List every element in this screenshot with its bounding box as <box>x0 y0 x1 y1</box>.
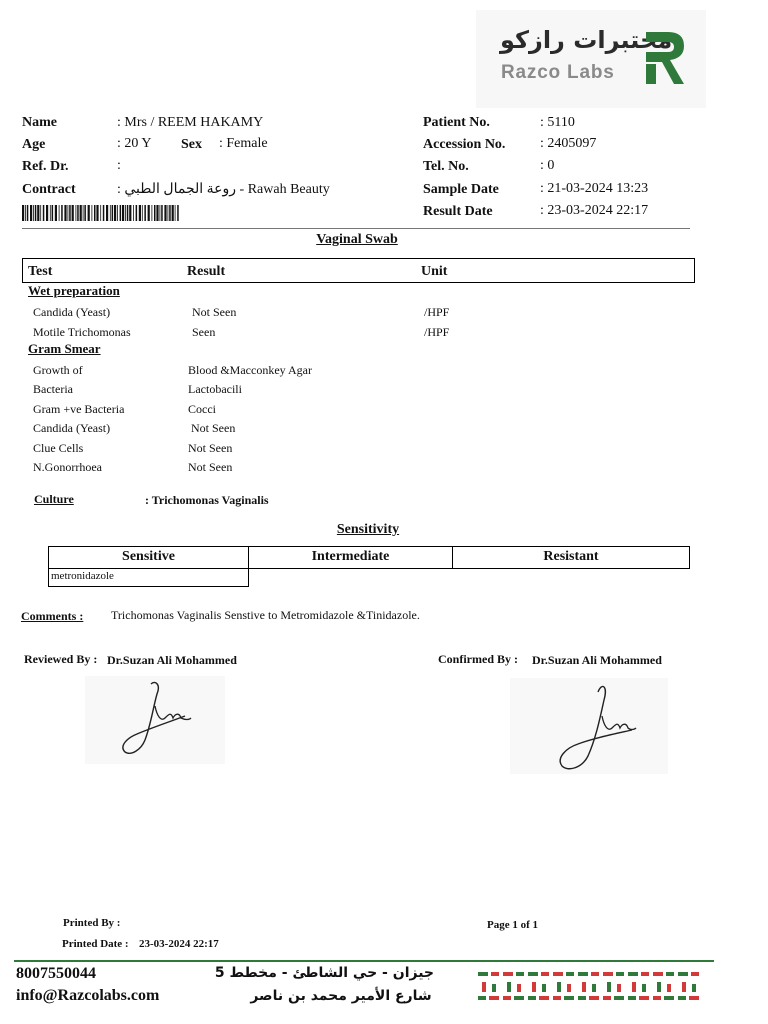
reviewer-signature-box <box>85 676 225 764</box>
sex-label: Sex <box>181 137 202 152</box>
barcode-bar <box>50 205 51 221</box>
barcode-bar <box>88 205 90 221</box>
footer-email: info@Razcolabs.com <box>16 987 160 1004</box>
pattern-segment <box>692 984 696 992</box>
barcode-bar <box>127 205 129 221</box>
barcode-bar <box>172 205 174 221</box>
ref-dr-value: : <box>117 158 121 173</box>
barcode-bar <box>33 205 34 221</box>
pattern-segment <box>517 984 521 992</box>
comments-text: Trichomonas Vaginalis Senstive to Metromidazole &Tinidazole. <box>111 608 420 622</box>
pattern-segment <box>489 996 499 1000</box>
patient-no-label: Patient No. <box>423 115 490 130</box>
barcode-bar <box>122 205 124 221</box>
barcode-bar <box>156 205 158 221</box>
barcode-bar <box>94 205 96 221</box>
pattern-segment <box>641 972 649 976</box>
pattern-segment <box>516 972 524 976</box>
report-title: Vaginal Swab <box>316 232 398 247</box>
sensitivity-title: Sensitivity <box>336 522 400 537</box>
pattern-segment <box>678 972 688 976</box>
pattern-segment <box>539 996 549 1000</box>
reviewer-signature-image <box>85 676 225 764</box>
confirmer-signature-box <box>510 678 668 774</box>
barcode-bar <box>27 205 29 221</box>
barcode-bar <box>84 205 86 221</box>
barcode-bar <box>103 205 105 221</box>
pattern-segment <box>567 984 571 992</box>
result-date-label: Result Date <box>423 204 493 219</box>
pattern-segment <box>628 996 636 1000</box>
barcode-bar <box>175 205 176 221</box>
pattern-segment <box>589 996 599 1000</box>
logo-arabic-text: مختبرات رازكو <box>500 26 673 54</box>
pattern-segment <box>553 996 561 1000</box>
barcode-bar <box>46 205 48 221</box>
pattern-segment <box>628 972 638 976</box>
barcode-bar <box>55 205 57 221</box>
sensitive-drug-cell: metronidazole <box>48 568 249 587</box>
pattern-segment <box>664 996 674 1000</box>
pattern-segment <box>616 972 624 976</box>
barcode-bar <box>136 205 138 221</box>
pattern-segment <box>492 984 496 992</box>
gram-row-test-name: Growth of <box>33 363 83 377</box>
gram-row-test-name: N.Gonorrhoea <box>33 460 102 474</box>
pattern-segment <box>617 984 621 992</box>
pattern-segment <box>691 972 699 976</box>
culture-value: : Trichomonas Vaginalis <box>145 493 269 507</box>
pattern-segment <box>591 972 599 976</box>
age-label: Age <box>22 137 46 152</box>
barcode-bar <box>76 205 77 221</box>
barcode-bar <box>43 205 45 221</box>
barcode-bar <box>129 205 131 221</box>
wet-row-unit-value: /HPF <box>424 305 450 319</box>
pattern-segment <box>632 982 636 992</box>
sample-date-value: : 21-03-2024 13:23 <box>540 181 649 196</box>
pattern-segment <box>578 972 588 976</box>
footer-phone: 8007550044 <box>16 965 96 982</box>
tel-value: : 0 <box>540 158 555 173</box>
patient-no-value: : 5110 <box>540 115 575 130</box>
barcode-bar <box>80 205 82 221</box>
sensitivity-table-header <box>48 546 690 569</box>
pattern-segment <box>507 982 511 992</box>
barcode-bar <box>152 205 153 221</box>
barcode-bar <box>117 205 118 221</box>
wet-row-result-value: Not Seen <box>192 305 237 319</box>
barcode-bar <box>110 205 111 221</box>
pattern-segment <box>603 972 613 976</box>
barcode-bar <box>161 205 163 221</box>
resistant-column-header: Resistant <box>543 549 599 564</box>
pattern-segment <box>482 982 486 992</box>
confirmed-by-name: Dr.Suzan Ali Mohammed <box>532 653 662 667</box>
barcode-bar <box>139 205 141 221</box>
header-divider <box>22 228 690 229</box>
barcode-bar <box>69 205 71 221</box>
wet-row-unit-value: /HPF <box>424 325 450 339</box>
barcode-bar <box>154 205 156 221</box>
barcode-bar <box>61 205 63 221</box>
sensitive-column-header: Sensitive <box>49 547 249 568</box>
culture-label: Culture <box>34 492 74 506</box>
barcode-bar <box>68 205 69 221</box>
barcode-bar <box>125 205 126 221</box>
wet-row-test-name: Candida (Yeast) <box>33 305 111 319</box>
pattern-segment <box>678 996 686 1000</box>
printed-date-label: Printed Date : <box>62 938 129 950</box>
pattern-segment <box>566 972 574 976</box>
barcode-bar <box>112 205 114 221</box>
pattern-segment <box>503 972 513 976</box>
contract-value: : روعة الجمال الطبي - Rawah Beauty <box>117 182 330 197</box>
gram-row-result-value: Not Seen <box>188 440 233 455</box>
gram-row-result-value: Not Seen <box>188 460 233 474</box>
footer-divider <box>14 960 714 962</box>
barcode-bar <box>77 205 79 221</box>
barcode-bar <box>25 205 26 221</box>
footer-address-line1: جيزان - حي الشاطئ - مخطط 5 <box>214 965 434 981</box>
logo-english-text: Razco Labs <box>501 62 615 83</box>
unit-column-header: Unit <box>421 264 448 279</box>
pattern-segment <box>582 982 586 992</box>
ref-dr-label: Ref. Dr. <box>22 159 69 174</box>
name-value: : Mrs / REEM HAKAMY <box>117 115 264 130</box>
pattern-segment <box>614 996 624 1000</box>
result-date-value: : 23-03-2024 22:17 <box>540 203 649 218</box>
barcode-bar <box>59 205 60 221</box>
printed-date-value: 23-03-2024 22:17 <box>139 938 219 950</box>
pattern-segment <box>603 996 611 1000</box>
gram-row-test-name: Bacteria <box>33 382 73 397</box>
gram-smear-heading: Gram Smear <box>28 341 101 356</box>
pattern-segment <box>667 984 671 992</box>
barcode-bar <box>64 205 66 221</box>
barcode-bar <box>35 205 37 221</box>
barcode-bar <box>160 205 161 221</box>
barcode-bar <box>22 205 24 221</box>
pattern-segment <box>478 972 488 976</box>
barcode-bar <box>83 205 84 221</box>
reviewed-by-label: Reviewed By : <box>24 652 98 666</box>
intermediate-column-header: Intermediate <box>249 547 453 568</box>
pattern-segment <box>578 996 586 1000</box>
wet-preparation-heading: Wet preparation <box>28 283 120 298</box>
barcode-bar <box>120 205 122 221</box>
confirmed-by-label: Confirmed By : <box>438 652 518 666</box>
barcode-bar <box>106 205 108 221</box>
barcode-bar <box>168 205 169 221</box>
pattern-segment <box>657 982 661 992</box>
barcode-bar <box>169 205 171 221</box>
pattern-segment <box>689 996 699 1000</box>
test-column-header: Test <box>28 264 53 279</box>
pattern-segment <box>642 984 646 992</box>
wet-row-test-name: Motile Trichomonas <box>33 325 131 339</box>
gram-row-result-value: Blood &Macconkey Agar <box>188 363 312 377</box>
pattern-segment <box>542 984 546 992</box>
pattern-segment <box>564 996 574 1000</box>
gram-row-result-value: Lactobacili <box>188 382 242 397</box>
wet-row-result-value: Seen <box>192 325 216 339</box>
pattern-segment <box>528 972 538 976</box>
barcode-bar <box>133 205 134 221</box>
barcode-bar <box>164 205 166 221</box>
reviewed-by-name: Dr.Suzan Ali Mohammed <box>107 653 237 667</box>
barcode-bar <box>72 205 74 221</box>
pattern-segment <box>666 972 674 976</box>
barcode-bar <box>114 205 116 221</box>
barcode-image <box>22 205 182 221</box>
logo-r-mark-icon <box>644 30 686 86</box>
pattern-segment <box>557 982 561 992</box>
barcode-bar <box>177 205 179 221</box>
result-column-header: Result <box>187 264 226 279</box>
comments-label: Comments : <box>21 609 84 623</box>
tel-label: Tel. No. <box>423 159 469 174</box>
pattern-segment <box>491 972 499 976</box>
footer-brand-pattern <box>478 970 704 1004</box>
gram-row-test-name: Gram +ve Bacteria <box>33 401 125 416</box>
barcode-bar <box>96 205 98 221</box>
barcode-bar <box>100 205 101 221</box>
gram-row-test-name: Clue Cells <box>33 440 84 455</box>
footer-address-line2: شارع الأمير محمد بن ناصر <box>250 988 432 1004</box>
accession-label: Accession No. <box>423 137 506 152</box>
pattern-segment <box>653 972 663 976</box>
pattern-segment <box>478 996 486 1000</box>
page-number: Page 1 of 1 <box>487 919 539 931</box>
barcode-bar <box>40 205 41 221</box>
age-value: : 20 Y <box>117 136 152 151</box>
name-label: Name <box>22 115 57 130</box>
contract-label: Contract <box>22 182 76 197</box>
barcode-bar <box>52 205 54 221</box>
pattern-segment <box>653 996 661 1000</box>
sex-value: : Female <box>219 136 268 151</box>
results-column-header <box>22 258 695 283</box>
accession-value: : 2405097 <box>540 136 597 151</box>
barcode-bar <box>148 205 150 221</box>
pattern-segment <box>532 982 536 992</box>
barcode-bar <box>144 205 146 221</box>
pattern-segment <box>514 996 524 1000</box>
pattern-segment <box>528 996 536 1000</box>
barcode-bar <box>30 205 32 221</box>
pattern-segment <box>607 982 611 992</box>
pattern-segment <box>639 996 649 1000</box>
printed-by-label: Printed By : <box>63 917 121 929</box>
gram-row-result-value: Not Seen <box>191 421 236 436</box>
barcode-bar <box>92 205 93 221</box>
pattern-segment <box>553 972 563 976</box>
barcode-bar <box>37 205 39 221</box>
pattern-segment <box>682 982 686 992</box>
pattern-segment <box>503 996 511 1000</box>
gram-row-result-value: Cocci <box>188 401 216 416</box>
sample-date-label: Sample Date <box>423 182 499 197</box>
confirmer-signature-image <box>510 678 668 774</box>
pattern-segment <box>592 984 596 992</box>
gram-row-test-name: Candida (Yeast) <box>33 421 111 436</box>
barcode-bar <box>142 205 143 221</box>
pattern-segment <box>541 972 549 976</box>
